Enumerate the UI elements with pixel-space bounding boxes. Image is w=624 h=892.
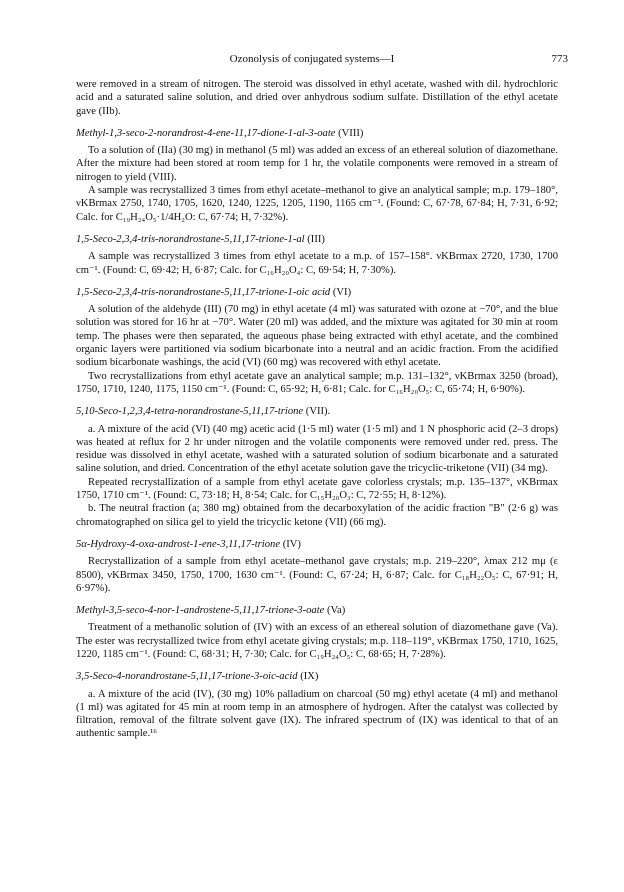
section-paragraph: b. The neutral fraction (a; 380 mg) obtained from the decarboxylation of the acidic fraction "B" (2·6 g) was chromatographed on silica gel to yield the tricyclic ketone (VII) (66 mg). bbox=[76, 503, 558, 528]
heading-label: (III) bbox=[307, 233, 325, 245]
heading-label: (VII). bbox=[305, 406, 331, 418]
heading-text: 1,5-Seco-2,3,4-tris-norandrostane-5,11,17-trione-1-oic acid bbox=[76, 286, 331, 298]
section-paragraph: Treatment of a methanolic solution of (IV) with an excess of an ethereal solution of diazomethane gave (Va). The ester was recrystallized twice from ethyl acetate giving crystals; m.p. 118–119°, νKBrmax 1750, 1710, 1625, 1220, 1185 cm⁻¹. (Found: C, 68·31; H, 7·30; Calc. for C₁₉H₂₄O₅: C, 68·65; H, 7·28%). bbox=[76, 622, 558, 660]
section-paragraph: Two recrystallizations from ethyl acetate gave an analytical sample; m.p. 131–132°, νKBrmax 3250 (broad), 1750, 1710, 1240, 1175, 1150 cm⁻¹. (Found: C, 65·92; H, 6·81; Calc. for C₁₆H₂₀O₅: C, 65·74; H, 6·90%). bbox=[76, 370, 558, 395]
heading-text: Methyl-3,5-seco-4-nor-1-androstene-5,11,17-trione-3-oate bbox=[76, 605, 325, 617]
section-heading bbox=[76, 286, 558, 299]
section-paragraph: Recrystallization of a sample from ethyl acetate–methanol gave crystals; m.p. 219–220°, λmax 212 mμ (ε 8500), νKBrmax 3450, 1750, 1700, 1630 cm⁻¹. (Found: C, 67·24; H, 6·87; Calc. for C₁₈H₂₂O₅: C, 67·91; H, 6·97%). bbox=[76, 556, 558, 594]
section-paragraph: To a solution of (IIa) (30 mg) in methanol (5 ml) was added an excess of an ethereal solution of diazomethane. After the mixture had been stored at room temp for 1 hr, the volatile components were removed in a stream of nitrogen to yield (VIII). bbox=[76, 145, 558, 183]
running-header-title: Ozonolysis of conjugated systems—I bbox=[229, 53, 395, 65]
section-heading bbox=[76, 233, 558, 246]
section-compound-viii bbox=[76, 127, 558, 224]
section-heading bbox=[76, 405, 558, 418]
heading-label: (Va) bbox=[327, 605, 346, 617]
section-paragraph: A sample was recrystallized 3 times from ethyl acetate to a m.p. of 157–158°. νKBrmax 2720, 1730, 1700 cm⁻¹. (Found: C, 69·42; H, 6·87; Calc. for C₁₆H₂₀O₄: C, 69·54; H, 7·30%). bbox=[76, 251, 558, 276]
heading-text: 3,5-Seco-4-norandrostane-5,11,17-trione-3-oic-acid bbox=[76, 671, 298, 683]
section-paragraph: A sample was recrystallized 3 times from ethyl acetate–methanol to give an analytical sample; m.p. 179–180°, νKBrmax 2750, 1740, 1705, 1620, 1240, 1225, 1205, 1190, 1165 cm⁻¹. (Found: C, 67·78, 67·84; H, 7·31, 6·92; Calc. for C₁₉H₂₄O₅·1/4H₂O: C, 67·74; H, 7·32%). bbox=[76, 185, 558, 223]
section-paragraph: a. A mixture of the acid (VI) (40 mg) acetic acid (1·5 ml) water (1·5 ml) and 1 N phosphoric acid (2–3 drops) was heated at reflux for 2 hr under nitrogen and the volatile components were removed under red. press. The residue was dissolved in ethyl acetate, washed with a saturated solution of sodium bicarbonate and a saturated saline solution, and dried. Concentration of the ethyl acetate solution gave the tricyclic-triketone (VII) (34 mg). bbox=[76, 423, 558, 475]
section-compound-vii bbox=[76, 405, 558, 529]
heading-text: 5α-Hydroxy-4-oxa-androst-1-ene-3,11,17-trione bbox=[76, 538, 281, 550]
heading-label: (VI) bbox=[332, 286, 352, 298]
section-paragraph: A solution of the aldehyde (III) (70 mg) in ethyl acetate (4 ml) was saturated with ozone at −70°, and the blue solution was stored for 16 hr at −70°. Water (20 ml) was added, and the mixture was agitated for 30 min at room temp. The phases were then separated, the aqueous phase being extracted with ethyl acetate, and the combined organic layers were partitioned via sodium bicarbonate into a neutral and an acidic fraction. From the acidified sodium bicarbonate washings, the acid (VI) (60 mg) was recovered with ethyl acetate. bbox=[76, 304, 558, 369]
section-heading bbox=[76, 538, 558, 551]
section-compound-ix bbox=[76, 670, 558, 740]
section-paragraph: Repeated recrystallization of a sample from ethyl acetate gave colorless crystals; m.p. 135–137°, νKBrmax 1750, 1710 cm⁻¹. (Found: C, 73·18; H, 8·54; Calc. for C₁₅H₂₀O₃: C, 72·55; H, 8·12%). bbox=[76, 476, 558, 502]
section-heading bbox=[76, 127, 558, 140]
section-compound-iv bbox=[76, 538, 558, 595]
heading-text: 1,5-Seco-2,3,4-tris-norandrostane-5,11,17-trione-1-al bbox=[76, 233, 305, 245]
article-body bbox=[76, 78, 558, 741]
section-compound-vi bbox=[76, 286, 558, 396]
heading-label: (VIII) bbox=[338, 127, 364, 139]
heading-label: (IV) bbox=[282, 538, 301, 550]
section-heading bbox=[76, 670, 558, 683]
section-compound-va bbox=[76, 604, 558, 661]
section-compound-iii bbox=[76, 233, 558, 277]
heading-text: 5,10-Seco-1,2,3,4-tetra-norandrostane-5,11,17-trione bbox=[76, 406, 304, 418]
page-number: 773 bbox=[551, 53, 568, 65]
heading-text: Methyl-1,3-seco-2-norandrost-4-ene-11,17-dione-1-al-3-oate bbox=[76, 127, 336, 139]
heading-label: (IX) bbox=[300, 671, 319, 683]
section-paragraph: a. A mixture of the acid (IV), (30 mg) 10% palladium on charcoal (50 mg) ethyl acetate (4 ml) and methanol (1 ml) was agitated for 45 min at room temp in an atmosphere of hydrogen. After the catalyst was collected by filtration, removal of the filtrate solvent gave (IX). The infrared spectrum of (IX) was identical to that of an authentic sample.¹⁶ bbox=[76, 688, 558, 740]
intro-paragraph: were removed in a stream of nitrogen. The steroid was dissolved in ethyl acetate, washed with dil. hydrochloric acid and a saturated saline solution, and dried over anhydrous sodium sulfate. Distillation of the ethyl acetate gave (IIb). bbox=[76, 79, 558, 117]
section-heading bbox=[76, 604, 558, 617]
